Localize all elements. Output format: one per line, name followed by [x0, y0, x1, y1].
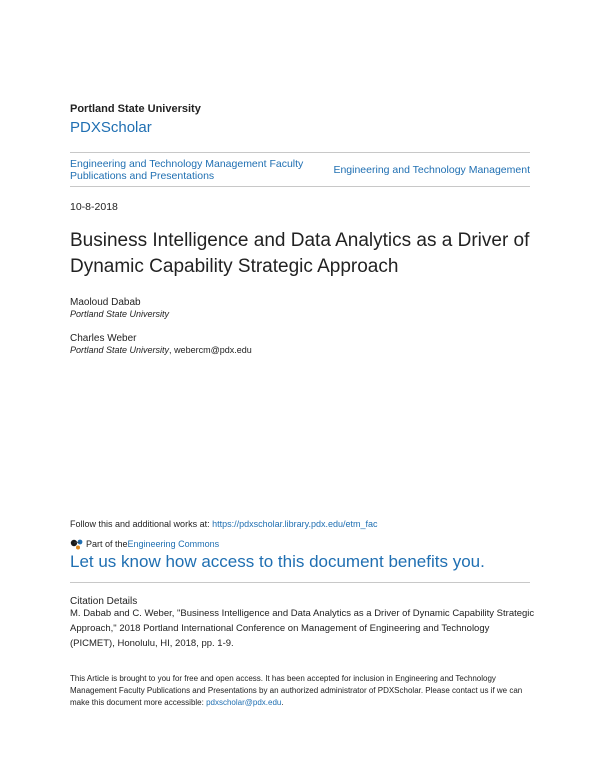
- commons-network-icon: [70, 538, 84, 550]
- contact-email-link[interactable]: pdxscholar@pdx.edu: [206, 698, 282, 707]
- footer-notice: [70, 673, 540, 709]
- citation-body: M. Dabab and C. Weber, "Business Intelligence and Data Analytics as a Driver of Dynamic Capability Strategic Approach," 2018 Portland International Conference on Management of Engineering and Technology (PICMET), Honolulu, HI, 2018, pp. 1-9.: [70, 608, 535, 649]
- part-of-text: Part of the: [86, 539, 128, 549]
- document-title: Business Intelligence and Data Analytics as a Driver of Dynamic Capability Strategic Approach: [70, 230, 530, 277]
- follow-line: [70, 519, 378, 529]
- divider-bottom: [70, 186, 530, 187]
- author-email[interactable]: webercm@pdx.edu: [174, 345, 252, 355]
- affiliation-text: Portland State University: [70, 345, 170, 355]
- footer-text: This Article is brought to you for free and open access. It has been accepted for inclusion in Engineering and Technology Management Faculty Publications and Presentations by an authorized administrator of PDXScholar. Please contact us if we can make this document more accessible:: [70, 674, 523, 707]
- footer-end: .: [281, 698, 284, 707]
- author-affiliation: Portland State University, webercm@pdx.edu: [70, 345, 252, 355]
- affiliation-text: Portland State University: [70, 309, 170, 319]
- engineering-commons-link[interactable]: Engineering Commons: [127, 539, 220, 549]
- author-name: Maoloud Dabab: [70, 297, 141, 308]
- divider-citation: [70, 582, 530, 583]
- publication-date: 10-8-2018: [70, 201, 118, 213]
- citation-heading: Citation Details: [70, 596, 138, 607]
- follow-text: Follow this and additional works at:: [70, 519, 213, 529]
- author-name: Charles Weber: [70, 333, 137, 344]
- collection-link-faculty-publications[interactable]: Engineering and Technology Management Faculty Publications and Presentations: [70, 158, 304, 182]
- university-name: Portland State University: [70, 103, 201, 115]
- collection-link-etm[interactable]: Engineering and Technology Management: [333, 164, 530, 176]
- divider-top: [70, 152, 530, 153]
- pdxscholar-link[interactable]: PDXScholar: [70, 119, 152, 136]
- collection-url-link[interactable]: https://pdxscholar.library.pdx.edu/etm_fac: [212, 519, 378, 529]
- part-of-line: [70, 538, 219, 550]
- access-feedback-link[interactable]: Let us know how access to this document benefits you.: [70, 552, 485, 571]
- author-affiliation: [70, 309, 169, 319]
